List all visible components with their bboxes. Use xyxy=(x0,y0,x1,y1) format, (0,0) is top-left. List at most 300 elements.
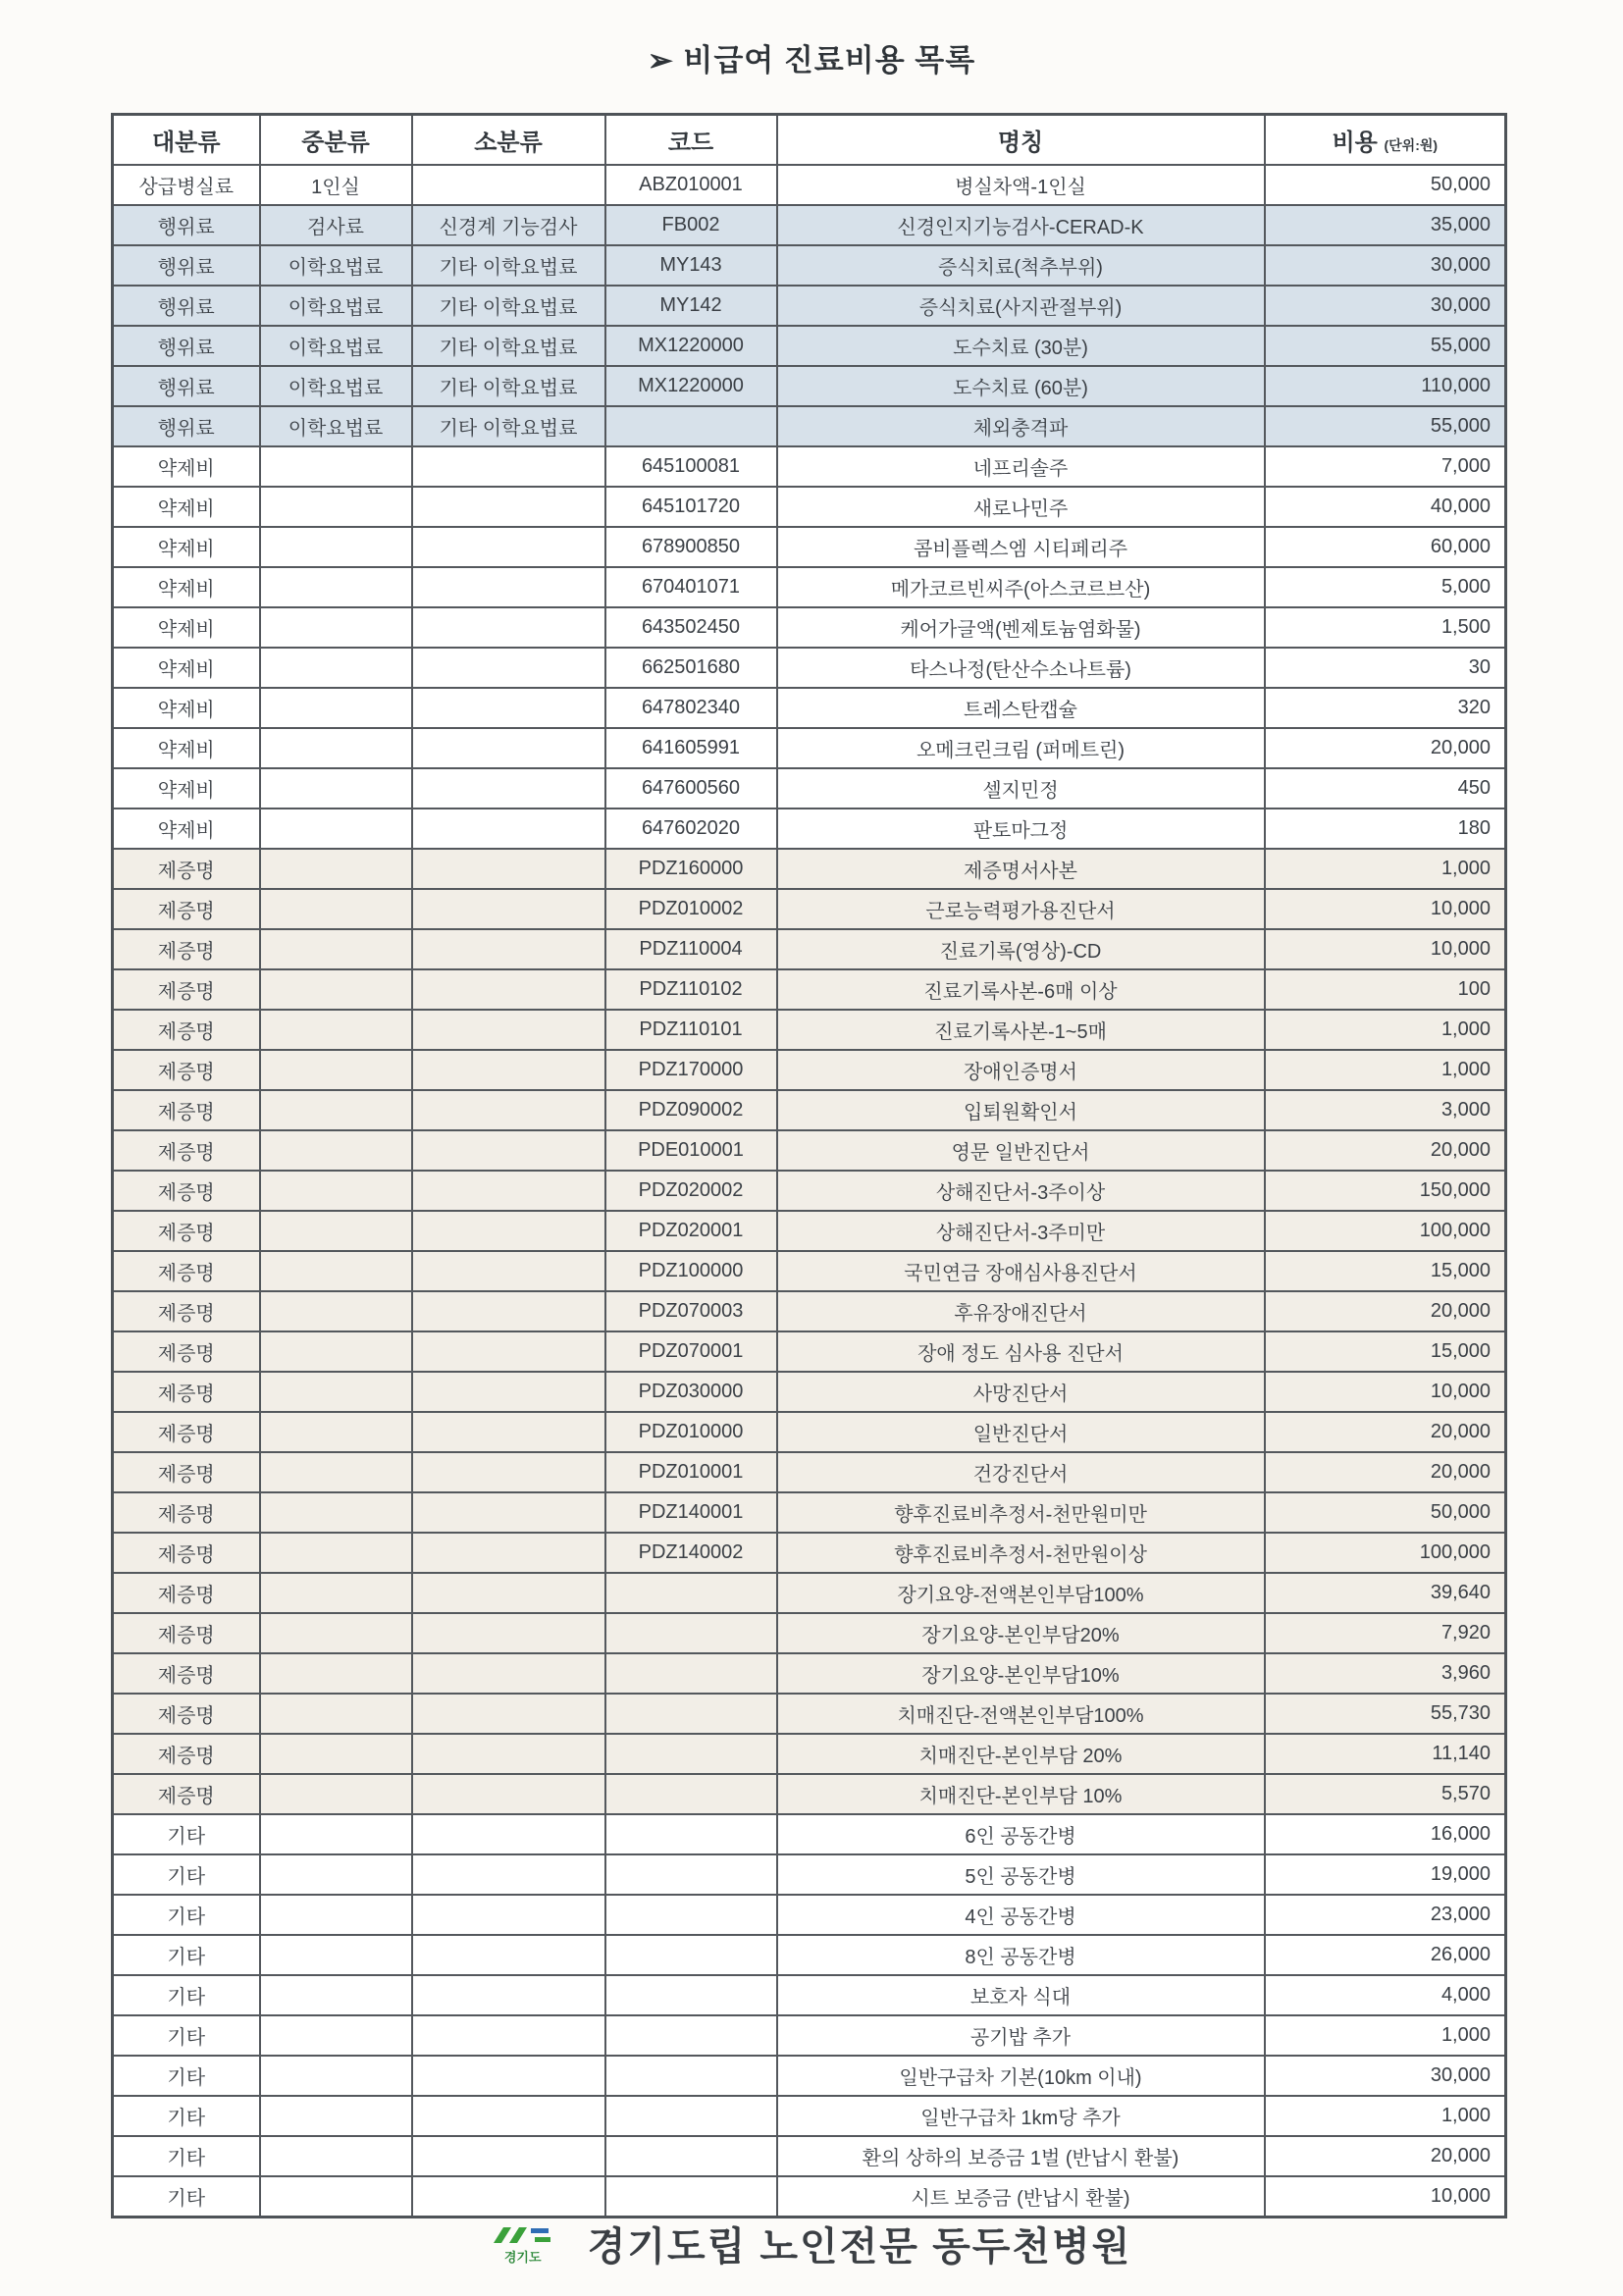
sub-category-cell xyxy=(412,889,605,929)
category-cell: 제증명 xyxy=(113,929,260,969)
category-cell: 기타 xyxy=(113,1935,260,1975)
table-row xyxy=(113,607,1506,648)
code-cell xyxy=(605,1814,777,1854)
category-cell: 제증명 xyxy=(113,1613,260,1653)
category-cell: 약제비 xyxy=(113,688,260,728)
footer xyxy=(0,2216,1623,2271)
item-name-cell: 치매진단-전액본인부담100% xyxy=(777,1694,1265,1734)
table-row xyxy=(113,648,1506,688)
code-cell: MX1220000 xyxy=(605,366,777,406)
category-cell: 기타 xyxy=(113,1854,260,1895)
price-cell: 7,920 xyxy=(1265,1613,1506,1653)
category-cell: 제증명 xyxy=(113,1694,260,1734)
code-cell xyxy=(605,1854,777,1895)
mid-category-cell: 이학요법료 xyxy=(260,326,412,366)
table-row xyxy=(113,2176,1506,2218)
item-name-cell: 진료기록사본-6매 이상 xyxy=(777,969,1265,1010)
mid-category-cell xyxy=(260,2176,412,2218)
table-row xyxy=(113,487,1506,527)
category-cell: 제증명 xyxy=(113,1573,260,1613)
mid-category-cell xyxy=(260,768,412,809)
sub-category-cell xyxy=(412,487,605,527)
code-cell xyxy=(605,2136,777,2176)
item-name-cell: 치매진단-본인부담 10% xyxy=(777,1774,1265,1814)
mid-category-cell xyxy=(260,487,412,527)
code-cell: PDZ020002 xyxy=(605,1171,777,1211)
mid-category-cell xyxy=(260,1010,412,1050)
table-row xyxy=(113,567,1506,607)
item-name-cell: 네프리솔주 xyxy=(777,446,1265,487)
category-cell: 행위료 xyxy=(113,205,260,245)
item-name-cell: 콤비플렉스엠 시티페리주 xyxy=(777,527,1265,567)
price-cell: 60,000 xyxy=(1265,527,1506,567)
mid-category-cell xyxy=(260,1050,412,1090)
item-name-cell: 제증명서사본 xyxy=(777,849,1265,889)
mid-category-cell xyxy=(260,1130,412,1171)
sub-category-cell xyxy=(412,1694,605,1734)
code-cell: PDZ010000 xyxy=(605,1412,777,1452)
code-cell: FB002 xyxy=(605,205,777,245)
category-cell: 약제비 xyxy=(113,728,260,768)
item-name-cell: 셀지민정 xyxy=(777,768,1265,809)
gyeonggi-logo-caption: 경기도 xyxy=(503,2250,542,2265)
header-cost-unit: (단위:원) xyxy=(1384,137,1439,153)
mid-category-cell xyxy=(260,1331,412,1372)
code-cell xyxy=(605,1613,777,1653)
mid-category-cell: 이학요법료 xyxy=(260,366,412,406)
item-name-cell: 증식치료(척추부위) xyxy=(777,245,1265,286)
price-cell: 3,960 xyxy=(1265,1653,1506,1694)
price-cell: 15,000 xyxy=(1265,1331,1506,1372)
price-cell: 26,000 xyxy=(1265,1935,1506,1975)
code-cell: PDZ090002 xyxy=(605,1090,777,1130)
sub-category-cell xyxy=(412,1291,605,1331)
sub-category-cell xyxy=(412,607,605,648)
category-cell: 제증명 xyxy=(113,1774,260,1814)
category-cell: 제증명 xyxy=(113,1492,260,1533)
price-cell: 7,000 xyxy=(1265,446,1506,487)
code-cell: PDE010001 xyxy=(605,1130,777,1171)
table-row xyxy=(113,728,1506,768)
sub-category-cell xyxy=(412,2176,605,2218)
table-row xyxy=(113,1734,1506,1774)
price-cell: 15,000 xyxy=(1265,1251,1506,1291)
sub-category-cell xyxy=(412,1653,605,1694)
price-cell: 40,000 xyxy=(1265,487,1506,527)
fee-table-container xyxy=(111,113,1504,2218)
code-cell xyxy=(605,2015,777,2056)
category-cell: 기타 xyxy=(113,2136,260,2176)
table-row xyxy=(113,1935,1506,1975)
item-name-cell: 보호자 식대 xyxy=(777,1975,1265,2015)
table-row xyxy=(113,1975,1506,2015)
mid-category-cell: 1인실 xyxy=(260,165,412,205)
table-row xyxy=(113,1130,1506,1171)
header-cost-label: 비용 xyxy=(1332,130,1378,156)
price-cell: 20,000 xyxy=(1265,2136,1506,2176)
code-cell: 643502450 xyxy=(605,607,777,648)
code-cell xyxy=(605,1774,777,1814)
table-row xyxy=(113,286,1506,326)
table-row xyxy=(113,165,1506,205)
sub-category-cell: 기타 이학요법료 xyxy=(412,406,605,446)
item-name-cell: 후유장애진단서 xyxy=(777,1291,1265,1331)
code-cell: PDZ010001 xyxy=(605,1452,777,1492)
mid-category-cell xyxy=(260,446,412,487)
header-row xyxy=(113,115,1506,166)
category-cell: 행위료 xyxy=(113,366,260,406)
mid-category-cell xyxy=(260,1774,412,1814)
code-cell xyxy=(605,2176,777,2218)
item-name-cell: 도수치료 (60분) xyxy=(777,366,1265,406)
code-cell: PDZ110102 xyxy=(605,969,777,1010)
item-name-cell: 사망진단서 xyxy=(777,1372,1265,1412)
category-cell: 제증명 xyxy=(113,1130,260,1171)
code-cell: 662501680 xyxy=(605,648,777,688)
item-name-cell: 새로나민주 xyxy=(777,487,1265,527)
sub-category-cell: 신경계 기능검사 xyxy=(412,205,605,245)
table-row xyxy=(113,1331,1506,1372)
item-name-cell: 병실차액-1인실 xyxy=(777,165,1265,205)
price-cell: 100 xyxy=(1265,969,1506,1010)
item-name-cell: 장기요양-본인부담10% xyxy=(777,1653,1265,1694)
item-name-cell: 상해진단서-3주미만 xyxy=(777,1211,1265,1251)
table-row xyxy=(113,527,1506,567)
sub-category-cell xyxy=(412,1895,605,1935)
item-name-cell: 일반구급차 1km당 추가 xyxy=(777,2096,1265,2136)
item-name-cell: 진료기록사본-1~5매 xyxy=(777,1010,1265,1050)
code-cell: MY143 xyxy=(605,245,777,286)
category-cell: 제증명 xyxy=(113,1010,260,1050)
mid-category-cell: 이학요법료 xyxy=(260,406,412,446)
item-name-cell: 장기요양-본인부담20% xyxy=(777,1613,1265,1653)
item-name-cell: 장기요양-전액본인부담100% xyxy=(777,1573,1265,1613)
item-name-cell: 환의 상하의 보증금 1벌 (반납시 환불) xyxy=(777,2136,1265,2176)
price-cell: 50,000 xyxy=(1265,1492,1506,1533)
mid-category-cell xyxy=(260,1935,412,1975)
mid-category-cell xyxy=(260,1895,412,1935)
mid-category-cell xyxy=(260,1653,412,1694)
price-cell: 450 xyxy=(1265,768,1506,809)
item-name-cell: 체외충격파 xyxy=(777,406,1265,446)
sub-category-cell xyxy=(412,809,605,849)
sub-category-cell xyxy=(412,648,605,688)
table-row xyxy=(113,1010,1506,1050)
table-row xyxy=(113,2136,1506,2176)
mid-category-cell xyxy=(260,607,412,648)
sub-category-cell xyxy=(412,929,605,969)
mid-category-cell xyxy=(260,929,412,969)
mid-category-cell xyxy=(260,728,412,768)
price-cell: 4,000 xyxy=(1265,1975,1506,2015)
category-cell: 제증명 xyxy=(113,849,260,889)
mid-category-cell xyxy=(260,849,412,889)
table-row xyxy=(113,205,1506,245)
price-cell: 20,000 xyxy=(1265,1412,1506,1452)
table-row xyxy=(113,1694,1506,1734)
mid-category-cell xyxy=(260,567,412,607)
category-cell: 약제비 xyxy=(113,487,260,527)
price-cell: 10,000 xyxy=(1265,889,1506,929)
category-cell: 제증명 xyxy=(113,889,260,929)
fee-table-body xyxy=(113,165,1506,2218)
code-cell: PDZ170000 xyxy=(605,1050,777,1090)
header-cost xyxy=(1265,115,1506,166)
category-cell: 제증명 xyxy=(113,1291,260,1331)
category-cell: 상급병실료 xyxy=(113,165,260,205)
category-cell: 약제비 xyxy=(113,567,260,607)
item-name-cell: 국민연금 장애심사용진단서 xyxy=(777,1251,1265,1291)
category-cell: 기타 xyxy=(113,2015,260,2056)
table-row xyxy=(113,2096,1506,2136)
item-name-cell: 건강진단서 xyxy=(777,1452,1265,1492)
mid-category-cell: 이학요법료 xyxy=(260,286,412,326)
sub-category-cell xyxy=(412,1492,605,1533)
mid-category-cell xyxy=(260,2056,412,2096)
header-code: 코드 xyxy=(605,115,777,166)
gyeonggi-logo-icon xyxy=(492,2223,554,2249)
sub-category-cell xyxy=(412,1814,605,1854)
gyeonggi-logo xyxy=(492,2223,554,2264)
price-cell: 20,000 xyxy=(1265,1452,1506,1492)
item-name-cell: 타스나정(탄산수소나트륨) xyxy=(777,648,1265,688)
code-cell xyxy=(605,1573,777,1613)
mid-category-cell xyxy=(260,1694,412,1734)
table-row xyxy=(113,889,1506,929)
category-cell: 약제비 xyxy=(113,446,260,487)
sub-category-cell: 기타 이학요법료 xyxy=(412,326,605,366)
category-cell: 제증명 xyxy=(113,1211,260,1251)
table-row xyxy=(113,446,1506,487)
price-cell: 11,140 xyxy=(1265,1734,1506,1774)
price-cell: 20,000 xyxy=(1265,1291,1506,1331)
price-cell: 110,000 xyxy=(1265,366,1506,406)
sub-category-cell xyxy=(412,1734,605,1774)
code-cell: PDZ160000 xyxy=(605,849,777,889)
code-cell: 645100081 xyxy=(605,446,777,487)
price-cell: 1,000 xyxy=(1265,1010,1506,1050)
item-name-cell: 장애 정도 심사용 진단서 xyxy=(777,1331,1265,1372)
category-cell: 제증명 xyxy=(113,1533,260,1573)
price-cell: 1,000 xyxy=(1265,849,1506,889)
sub-category-cell xyxy=(412,728,605,768)
mid-category-cell xyxy=(260,688,412,728)
category-cell: 제증명 xyxy=(113,1412,260,1452)
category-cell: 기타 xyxy=(113,1895,260,1935)
price-cell: 30,000 xyxy=(1265,2056,1506,2096)
table-row xyxy=(113,1854,1506,1895)
item-name-cell: 케어가글액(벤제토늄염화물) xyxy=(777,607,1265,648)
sub-category-cell xyxy=(412,1010,605,1050)
item-name-cell: 진료기록(영상)-CD xyxy=(777,929,1265,969)
mid-category-cell xyxy=(260,1412,412,1452)
mid-category-cell xyxy=(260,648,412,688)
code-cell xyxy=(605,2096,777,2136)
page-title: ➢ 비급여 진료비용 목록 xyxy=(647,43,976,78)
item-name-cell: 판토마그정 xyxy=(777,809,1265,849)
table-row xyxy=(113,849,1506,889)
code-cell: MY142 xyxy=(605,286,777,326)
category-cell: 약제비 xyxy=(113,648,260,688)
code-cell xyxy=(605,1734,777,1774)
sub-category-cell xyxy=(412,1935,605,1975)
table-row xyxy=(113,1171,1506,1211)
code-cell: PDZ110101 xyxy=(605,1010,777,1050)
code-cell xyxy=(605,1895,777,1935)
sub-category-cell xyxy=(412,1050,605,1090)
mid-category-cell xyxy=(260,1734,412,1774)
hospital-name: 경기도립 노인전문 동두천병원 xyxy=(587,2225,1132,2269)
mid-category-cell xyxy=(260,527,412,567)
sub-category-cell xyxy=(412,2136,605,2176)
sub-category-cell xyxy=(412,1573,605,1613)
table-row xyxy=(113,1573,1506,1613)
item-name-cell: 치매진단-본인부담 20% xyxy=(777,1734,1265,1774)
table-row xyxy=(113,2015,1506,2056)
sub-category-cell xyxy=(412,1613,605,1653)
sub-category-cell xyxy=(412,1452,605,1492)
item-name-cell: 상해진단서-3주이상 xyxy=(777,1171,1265,1211)
mid-category-cell xyxy=(260,2096,412,2136)
code-cell xyxy=(605,1653,777,1694)
sub-category-cell xyxy=(412,1774,605,1814)
sub-category-cell xyxy=(412,567,605,607)
mid-category-cell: 검사료 xyxy=(260,205,412,245)
table-row xyxy=(113,406,1506,446)
category-cell: 약제비 xyxy=(113,768,260,809)
price-cell: 20,000 xyxy=(1265,1130,1506,1171)
price-cell: 30,000 xyxy=(1265,245,1506,286)
category-cell: 기타 xyxy=(113,1975,260,2015)
category-cell: 제증명 xyxy=(113,1372,260,1412)
mid-category-cell xyxy=(260,1251,412,1291)
sub-category-cell xyxy=(412,165,605,205)
mid-category-cell xyxy=(260,1291,412,1331)
sub-category-cell xyxy=(412,768,605,809)
price-cell: 3,000 xyxy=(1265,1090,1506,1130)
header-mid-category: 중분류 xyxy=(260,115,412,166)
price-cell: 100,000 xyxy=(1265,1533,1506,1573)
code-cell: PDZ010002 xyxy=(605,889,777,929)
sub-category-cell xyxy=(412,1372,605,1412)
category-cell: 제증명 xyxy=(113,1171,260,1211)
item-name-cell: 입퇴원확인서 xyxy=(777,1090,1265,1130)
item-name-cell: 6인 공동간병 xyxy=(777,1814,1265,1854)
item-name-cell: 시트 보증금 (반납시 환불) xyxy=(777,2176,1265,2218)
sub-category-cell: 기타 이학요법료 xyxy=(412,366,605,406)
price-cell: 100,000 xyxy=(1265,1211,1506,1251)
item-name-cell: 도수치료 (30분) xyxy=(777,326,1265,366)
sub-category-cell xyxy=(412,2056,605,2096)
item-name-cell: 영문 일반진단서 xyxy=(777,1130,1265,1171)
price-cell: 10,000 xyxy=(1265,1372,1506,1412)
header-main-category: 대분류 xyxy=(113,115,260,166)
price-cell: 19,000 xyxy=(1265,1854,1506,1895)
code-cell: 670401071 xyxy=(605,567,777,607)
price-cell: 35,000 xyxy=(1265,205,1506,245)
mid-category-cell xyxy=(260,809,412,849)
table-row xyxy=(113,1653,1506,1694)
code-cell: PDZ140002 xyxy=(605,1533,777,1573)
category-cell: 제증명 xyxy=(113,969,260,1010)
sub-category-cell xyxy=(412,1533,605,1573)
item-name-cell: 근로능력평가용진단서 xyxy=(777,889,1265,929)
category-cell: 제증명 xyxy=(113,1653,260,1694)
code-cell xyxy=(605,1935,777,1975)
price-cell: 50,000 xyxy=(1265,165,1506,205)
code-cell xyxy=(605,1694,777,1734)
code-cell xyxy=(605,2056,777,2096)
mid-category-cell xyxy=(260,1452,412,1492)
mid-category-cell xyxy=(260,1573,412,1613)
item-name-cell: 장애인증명서 xyxy=(777,1050,1265,1090)
sub-category-cell: 기타 이학요법료 xyxy=(412,286,605,326)
fee-table xyxy=(111,113,1507,2218)
code-cell: 647602020 xyxy=(605,809,777,849)
category-cell: 제증명 xyxy=(113,1050,260,1090)
code-cell: 678900850 xyxy=(605,527,777,567)
price-cell: 39,640 xyxy=(1265,1573,1506,1613)
code-cell: PDZ070001 xyxy=(605,1331,777,1372)
code-cell: 641605991 xyxy=(605,728,777,768)
price-cell: 20,000 xyxy=(1265,728,1506,768)
mid-category-cell xyxy=(260,1211,412,1251)
sub-category-cell xyxy=(412,1211,605,1251)
table-row xyxy=(113,1814,1506,1854)
price-cell: 1,000 xyxy=(1265,2015,1506,2056)
code-cell: PDZ100000 xyxy=(605,1251,777,1291)
mid-category-cell xyxy=(260,1613,412,1653)
category-cell: 기타 xyxy=(113,2056,260,2096)
table-row xyxy=(113,688,1506,728)
item-name-cell: 일반구급차 기본(10km 이내) xyxy=(777,2056,1265,2096)
table-row xyxy=(113,1372,1506,1412)
table-row xyxy=(113,1412,1506,1452)
sub-category-cell xyxy=(412,1854,605,1895)
code-cell: PDZ110004 xyxy=(605,929,777,969)
sub-category-cell xyxy=(412,849,605,889)
item-name-cell: 메가코르빈씨주(아스코르브산) xyxy=(777,567,1265,607)
category-cell: 약제비 xyxy=(113,809,260,849)
table-row xyxy=(113,1533,1506,1573)
code-cell: PDZ030000 xyxy=(605,1372,777,1412)
category-cell: 약제비 xyxy=(113,527,260,567)
item-name-cell: 증식치료(사지관절부위) xyxy=(777,286,1265,326)
mid-category-cell xyxy=(260,1533,412,1573)
category-cell: 행위료 xyxy=(113,406,260,446)
category-cell: 기타 xyxy=(113,2176,260,2218)
table-row xyxy=(113,1251,1506,1291)
price-cell: 180 xyxy=(1265,809,1506,849)
mid-category-cell xyxy=(260,1090,412,1130)
table-row xyxy=(113,1895,1506,1935)
item-name-cell: 5인 공동간병 xyxy=(777,1854,1265,1895)
table-row xyxy=(113,1211,1506,1251)
table-row xyxy=(113,969,1506,1010)
sub-category-cell: 기타 이학요법료 xyxy=(412,245,605,286)
sub-category-cell xyxy=(412,1090,605,1130)
price-cell: 10,000 xyxy=(1265,929,1506,969)
sub-category-cell xyxy=(412,1975,605,2015)
code-cell: 647802340 xyxy=(605,688,777,728)
table-row xyxy=(113,1613,1506,1653)
item-name-cell: 향후진료비추정서-천만원이상 xyxy=(777,1533,1265,1573)
mid-category-cell: 이학요법료 xyxy=(260,245,412,286)
table-row xyxy=(113,1050,1506,1090)
mid-category-cell xyxy=(260,969,412,1010)
category-cell: 행위료 xyxy=(113,245,260,286)
table-row xyxy=(113,1492,1506,1533)
